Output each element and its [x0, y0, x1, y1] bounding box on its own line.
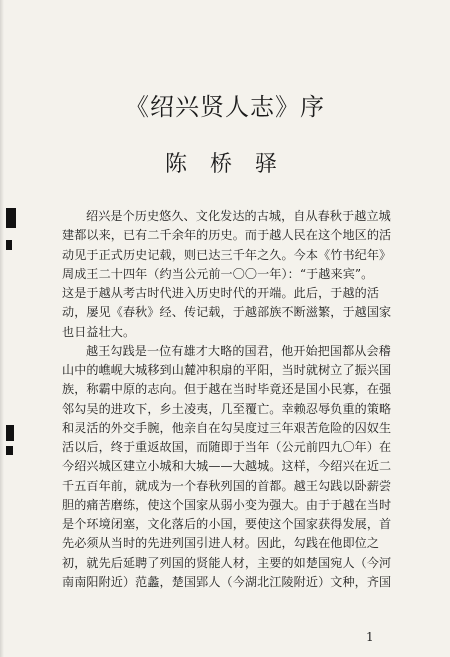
scan-mark — [6, 208, 16, 228]
scan-mark — [6, 425, 14, 441]
text-line: 初，就先后延聘了列国的贤能人材，主要的如楚国宛人（今河 — [62, 555, 392, 570]
scan-mark — [6, 446, 13, 455]
text-line: 绍兴是个历史悠久、文化发达的古城，自从春秋于越立城 — [86, 209, 391, 223]
text-line: 先必须从当时的先进列国引进人材。因此，勾践在他即位之 — [62, 536, 380, 551]
page-number: 1 — [366, 630, 374, 644]
text-line: 族，称霸中原的志向。但于越在当时毕竟还是国小民寡，在强 — [62, 382, 392, 397]
text-line: 今绍兴城区建立小城和大城——大越城。这样，今绍兴在近二 — [62, 459, 392, 474]
author-name: 陈 桥 驿 — [165, 152, 285, 177]
text-line: 也日益壮大。 — [62, 324, 136, 339]
text-line: 活以后，终于重返故国，而随即于当年（公元前四九〇年）在 — [62, 440, 392, 454]
scan-mark — [6, 240, 12, 250]
text-line: 是个环境闭塞，文化落后的小国，要使这个国家获得发展，首 — [62, 517, 392, 531]
text-line: 胆的痛苦磨练，使这个国家从弱小变为强大。由于于越在当时 — [62, 497, 392, 512]
text-line: 千五百年前，就成为一个春秋列国的首都。越王勾践以卧薪尝 — [62, 478, 392, 493]
text-line: 动见于正式历史记载，则已达三千年之久。今本《竹书纪年》 — [62, 247, 392, 262]
text-line: 动，屡见《春秋》经、传记载，于越部族不断滋繁，于越国家 — [62, 305, 392, 320]
text-line: 越王勾践是一位有雄才大略的国君，他开始把国都从会稽 — [86, 343, 391, 358]
preface-body — [62, 207, 414, 592]
text-line: 南南阳附近）范蠡，楚国郢人（今湖北江陵附近）文种，齐国 — [62, 574, 392, 589]
paragraph-2 — [62, 342, 414, 592]
text-line: 这是于越从考古时代进入历史时代的开端。此后，于越的活 — [62, 286, 380, 300]
text-line: 建都以来，已有二千余年的历史。而于越人民在这个地区的活 — [62, 228, 392, 243]
paragraph-1 — [62, 207, 414, 342]
page-title: 《绍兴贤人志》序 — [125, 93, 325, 121]
text-line: 山中的嶕岘大城移到山麓冲积扇的平阳，当时就树立了振兴国 — [62, 363, 392, 377]
text-line: 和灵活的外交手腕，他亲自在勾吴度过三年艰苦危险的囚奴生 — [62, 420, 392, 435]
text-line: 邻勾吴的进攻下，乡土凌夷，几至覆亡。幸赖忍辱负重的策略 — [62, 401, 392, 416]
text-line: 周成王二十四年（约当公元前一〇〇一年）：“于越来宾”。 — [62, 266, 374, 281]
